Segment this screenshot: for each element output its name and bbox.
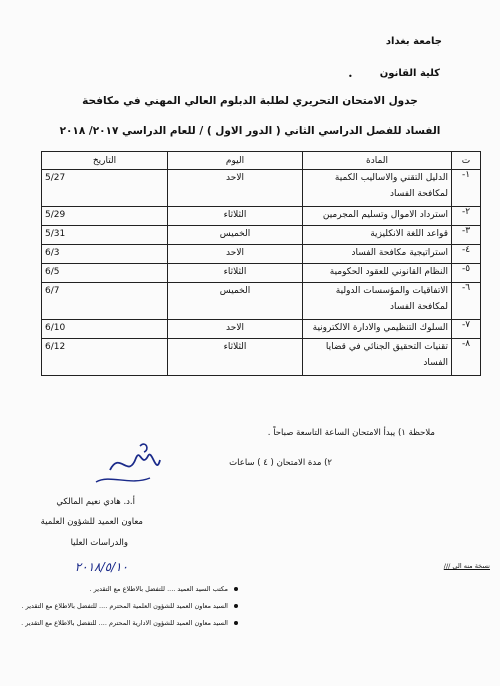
subject-line: لمكافحة الفساد	[389, 302, 448, 312]
subject-line: استراتيجية مكافحة الفساد	[351, 248, 448, 258]
subject-line: السلوك التنظيمي والادارة الالكترونية	[312, 323, 448, 333]
row-date: 6/3	[42, 245, 168, 264]
header-date: التاريخ	[42, 152, 168, 170]
table-row	[42, 339, 481, 376]
row-date: 5/29	[42, 207, 168, 226]
row-date: 5/27	[42, 170, 168, 207]
signatory-title-2: والدراسات العليا	[70, 538, 128, 548]
header-subject: المادة	[303, 152, 452, 170]
subject-line: قواعد اللغة الانكليزية	[370, 229, 448, 239]
table-row	[42, 283, 481, 320]
university-name: جامعة بغداد	[385, 36, 442, 47]
table-row	[42, 264, 481, 283]
signature-image	[90, 440, 180, 490]
college-name: كلية القانون	[379, 68, 440, 79]
row-day: الخميس	[168, 283, 303, 320]
exam-schedule-table	[41, 151, 481, 376]
subject-line: الدليل التقني والاساليب الكمية	[334, 173, 448, 183]
subject-line: لمكافحة الفساد	[389, 189, 448, 199]
table-header-row	[42, 152, 481, 170]
row-number: ١-	[452, 170, 481, 207]
subject-line: النظام القانوني للعقود الحكومية	[329, 267, 448, 277]
note-line-1: ملاحظة ١) يبدأ الامتحان الساعة التاسعة صباحاً .	[267, 428, 435, 438]
row-date: 6/12	[42, 339, 168, 376]
row-day: الثلاثاء	[168, 207, 303, 226]
note-line-2: ٢) مدة الامتحان ( ٤ ) ساعات	[229, 458, 332, 468]
bullet-icon	[234, 587, 238, 591]
row-number: ٦-	[452, 283, 481, 320]
row-subject	[303, 170, 452, 207]
row-date: 6/7	[42, 283, 168, 320]
row-subject	[303, 226, 452, 245]
copy-recipient-item	[90, 585, 238, 593]
row-subject	[303, 207, 452, 226]
row-number: ٣-	[452, 226, 481, 245]
table-row	[42, 245, 481, 264]
row-day: الاحد	[168, 320, 303, 339]
title-line-1: جدول الامتحان التحريري لطلبة الدبلوم العالي المهني في مكافحة	[82, 95, 418, 107]
title-line-2: الفساد للفصل الدراسي الثاني ( الدور الاول ) / للعام الدراسي ٢٠١٧/ ٢٠١٨	[59, 125, 441, 137]
row-subject	[303, 264, 452, 283]
row-number: ٧-	[452, 320, 481, 339]
copy-recipient-item	[21, 602, 238, 610]
row-date: 6/5	[42, 264, 168, 283]
row-subject	[303, 339, 452, 376]
row-day: الثلاثاء	[168, 339, 303, 376]
row-number: ٥-	[452, 264, 481, 283]
table-row	[42, 207, 481, 226]
row-number: ٤-	[452, 245, 481, 264]
row-day: الثلاثاء	[168, 264, 303, 283]
row-subject	[303, 245, 452, 264]
copy-recipient-text: السيد معاون العميد للشؤون العلمية المحترم .... للتفضل بالاطلاع مع التقدير .	[21, 602, 228, 610]
table-row	[42, 226, 481, 245]
bullet-icon	[234, 621, 238, 625]
row-day: الاحد	[168, 170, 303, 207]
row-day: الاحد	[168, 245, 303, 264]
header-day: اليوم	[168, 152, 303, 170]
copy-recipient-text: مكتب السيد العميد .... للتفضل بالاطلاع مع التقدير .	[89, 585, 228, 593]
subject-line: الفساد	[423, 358, 448, 368]
signatory-title-1: معاون العميد للشؤون العلمية	[40, 517, 143, 527]
subject-line: استرداد الاموال وتسليم المجرمين	[322, 210, 448, 220]
row-date: 6/10	[42, 320, 168, 339]
row-subject	[303, 320, 452, 339]
table-row	[42, 320, 481, 339]
signatory-name: أ.د. هادي نعيم المالكي	[56, 497, 135, 507]
subject-line: تقنيات التحقيق الجنائي في قضايا	[325, 342, 448, 352]
row-date: 5/31	[42, 226, 168, 245]
copy-recipient-text: السيد معاون العميد للشؤون الادارية المحترم .... للتفضل بالاطلاع مع التقدير .	[21, 619, 228, 627]
copy-recipient-item	[21, 619, 238, 627]
row-number: ٢-	[452, 207, 481, 226]
signature-date: ٢٠١٨/٥/١٠	[74, 560, 128, 574]
copies-heading: نسخة منه الى ///	[443, 562, 490, 570]
dot-mark: •	[348, 72, 353, 81]
row-subject	[303, 283, 452, 320]
row-number: ٨-	[452, 339, 481, 376]
subject-line: الاتفاقيات والمؤسسات الدولية	[335, 286, 448, 296]
header-num: ت	[452, 152, 481, 170]
table-row	[42, 170, 481, 207]
bullet-icon	[234, 604, 238, 608]
row-day: الخميس	[168, 226, 303, 245]
